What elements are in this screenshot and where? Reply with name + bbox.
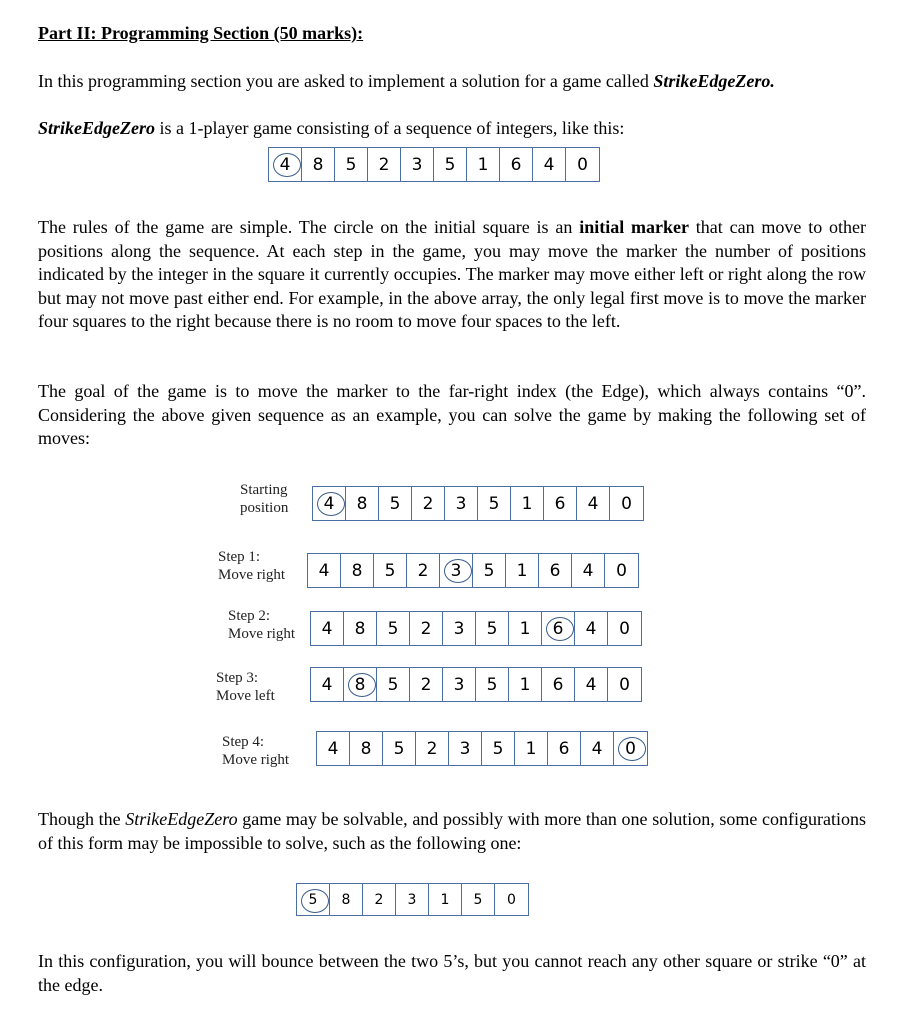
sequence-cell [311,668,344,701]
step-label [222,733,289,769]
sequence-cell [377,612,410,645]
sequence-cell [434,148,467,181]
sequence-cell [515,732,548,765]
sequence-cell [511,487,544,520]
cell-value: 1 [477,154,489,175]
sequence-cell [379,487,412,520]
cell-value: 5 [444,154,456,175]
solvable-paragraph [38,808,866,855]
sequence-cell [509,668,542,701]
cell-value: 8 [341,891,351,908]
cell-value: 2 [417,560,429,581]
marked-cell [297,884,330,915]
cell-value: 1 [525,738,537,759]
step-label [228,607,295,643]
sequence-cell [344,612,377,645]
cell-value: 8 [354,618,366,639]
cell-value: 3 [455,493,467,514]
cell-value: 5 [486,674,498,695]
cell-value: 4 [585,618,597,639]
solvable-text-2: game may be solvable, and possibly with more than one solution, some configurations of this form may be impossible to solve, such as the following one: [38,809,866,853]
sequence-cell [506,554,539,587]
cell-value: 3 [459,738,471,759]
rules-text-2: that can move to other positions along the sequence. At each step in the game, you may move the marker the number of positions indicated by the integer in the square it currently occupies. The marker may move either left or right along the row but may not move past either end. For example, in the above array, the only legal first move is to move the marker four squares to the right because there is no room to move four spaces to the left. [38,217,866,331]
cell-value: 8 [312,154,324,175]
sequence-cell [476,612,509,645]
sequence-cell [572,554,605,587]
cell-value: 6 [554,493,566,514]
sequence-cell [377,668,410,701]
sequence-cell [410,612,443,645]
step-label-line2: Move left [216,688,275,704]
cell-value: 0 [621,493,632,514]
section-heading: Part II: Programming Section (50 marks): [38,23,364,43]
cell-value: 2 [378,154,390,175]
sequence-cell [341,554,374,587]
sequence-cell [346,487,379,520]
solvable-text-1: Though the [38,809,126,829]
sequence-cell [544,487,577,520]
cell-value: 5 [488,493,500,514]
goal-paragraph: The goal of the game is to move the marker to the far-right index (the Edge), which always contains “0”. Considering the above given sequence as an example, you can solve the game by making the following set of moves: [38,381,866,448]
cell-value: 3 [453,674,465,695]
cell-value: 5 [384,560,396,581]
cell-value: 4 [591,738,603,759]
intro-paragraph [38,70,866,94]
step-sequence [310,611,642,646]
marked-cell [344,668,377,701]
sequence-cell [581,732,614,765]
cell-value: 1 [521,493,533,514]
sequence-cell [396,884,429,915]
cell-value: 4 [318,560,330,581]
game-name-3: StrikeEdgeZero [125,809,238,829]
marked-cell [269,148,302,181]
sequence-cell [416,732,449,765]
sequence-cell [577,487,610,520]
cell-value: 5 [308,891,318,908]
intro-text-2: is a 1-player game consisting of a sequence of integers, like this: [155,118,625,138]
sequence-cell [478,487,511,520]
sequence-cell [608,612,641,645]
cell-value: 4 [321,618,333,639]
sequence-cell [302,148,335,181]
cell-value: 0 [619,618,630,639]
sequence-cell [467,148,500,181]
step-label [216,669,275,705]
cell-value: 4 [323,493,335,514]
cell-value: 5 [389,493,401,514]
cell-value: 4 [321,674,333,695]
cell-value: 6 [552,674,564,695]
cell-value: 5 [492,738,504,759]
sequence-cell [500,148,533,181]
cell-value: 4 [587,493,599,514]
sequence-cell [350,732,383,765]
sequence-cell [575,668,608,701]
cell-value: 5 [387,618,399,639]
cell-value: 5 [473,891,483,908]
step-sequence [310,667,642,702]
step-label-line2: Move right [222,752,290,768]
cell-value: 6 [552,618,564,639]
cell-value: 1 [516,560,528,581]
sequence-cell [495,884,528,915]
marked-cell [542,612,575,645]
sequence-cell [443,668,476,701]
intro-text: In this programming section you are asked to implement a solution for a game called [38,71,654,91]
sequence-cell [533,148,566,181]
sequence-cell [539,554,572,587]
cell-value: 6 [558,738,570,759]
step-label-line2: position [240,500,289,516]
cell-value: 2 [420,618,432,639]
conclusion-paragraph: In this configuration, you will bounce between the two 5’s, but you cannot reach any other square or strike “0” at the edge. [38,951,866,995]
step-label-line1: Step 1: [218,549,261,565]
sequence-cell [575,612,608,645]
cell-value: 8 [354,674,366,695]
cell-value: 2 [426,738,438,759]
sequence-main [268,147,600,182]
cell-value: 0 [619,674,630,695]
marked-cell [313,487,346,520]
step-label-line2: Move right [228,626,296,642]
cell-value: 0 [507,891,516,908]
step-label-line1: Step 2: [228,608,271,624]
sequence-cell [482,732,515,765]
cell-value: 4 [582,560,594,581]
cell-value: 4 [279,154,291,175]
cell-value: 8 [351,560,363,581]
sequence-cell [473,554,506,587]
cell-value: 1 [519,674,531,695]
cell-value: 0 [616,560,627,581]
sequence-cell [330,884,363,915]
cell-value: 3 [407,891,417,908]
initial-marker-term: initial marker [579,217,689,237]
cell-value: 5 [345,154,357,175]
step-label-line1: Step 4: [222,734,265,750]
sequence-cell [449,732,482,765]
rules-paragraph [38,216,866,334]
sequence-cell [368,148,401,181]
rules-text-1: The rules of the game are simple. The circle on the initial square is an [38,217,580,237]
sequence-cell [383,732,416,765]
sequence-impossible [296,883,529,916]
cell-value: 5 [393,738,405,759]
sequence-cell [542,668,575,701]
sequence-cell [335,148,368,181]
step-label-line2: Move right [218,567,286,583]
cell-value: 5 [387,674,399,695]
sequence-cell [509,612,542,645]
cell-value: 5 [486,618,498,639]
step-sequence [307,553,639,588]
sequence-cell [311,612,344,645]
step-label [218,548,285,584]
sequence-cell [443,612,476,645]
sequence-cell [548,732,581,765]
cell-value: 1 [440,891,450,908]
sequence-cell [412,487,445,520]
step-label [240,481,288,517]
cell-value: 0 [577,154,588,175]
sequence-cell [566,148,599,181]
marked-cell [614,732,647,765]
marked-cell [440,554,473,587]
cell-value: 5 [483,560,495,581]
cell-value: 3 [411,154,423,175]
cell-value: 6 [510,154,522,175]
sequence-cell [374,554,407,587]
sequence-cell [445,487,478,520]
sequence-cell [317,732,350,765]
step-label-line1: Starting [240,482,288,498]
step-label-line1: Step 3: [216,670,259,686]
sequence-cell [462,884,495,915]
sequence-cell [608,668,641,701]
step-sequence [312,486,644,521]
sequence-cell [401,148,434,181]
cell-value: 2 [422,493,434,514]
cell-value: 8 [356,493,368,514]
cell-value: 4 [327,738,339,759]
intro-paragraph-2 [38,117,866,141]
cell-value: 3 [453,618,465,639]
sequence-cell [407,554,440,587]
sequence-cell [308,554,341,587]
cell-value: 4 [543,154,555,175]
game-name-2: StrikeEdgeZero [38,118,155,138]
sequence-cell [476,668,509,701]
cell-value: 6 [549,560,561,581]
sequence-cell [410,668,443,701]
game-name: StrikeEdgeZero. [653,71,775,91]
sequence-cell [605,554,638,587]
sequence-cell [429,884,462,915]
cell-value: 2 [374,891,384,908]
cell-value: 0 [625,738,636,759]
sequence-cell [610,487,643,520]
cell-value: 1 [519,618,531,639]
sequence-cell [363,884,396,915]
cell-value: 2 [420,674,432,695]
step-sequence [316,731,648,766]
cell-value: 8 [360,738,372,759]
cell-value: 3 [450,560,462,581]
cell-value: 4 [585,674,597,695]
